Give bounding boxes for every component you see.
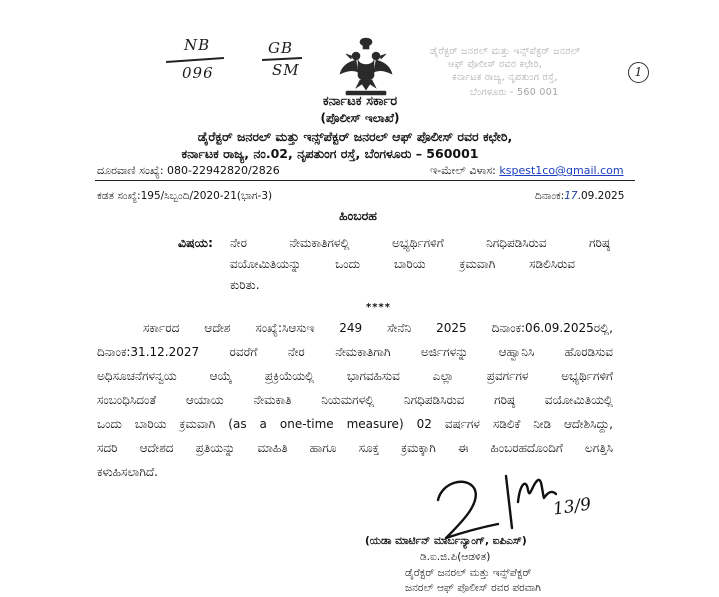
on-behalf-line-2: ಜನರಲ್ ಆಫ್ ಪೊಲೀಸ್ ರವರ ಪರವಾಗಿ (405, 582, 541, 594)
body-line-2: ದಿನಾಂಕ:31.12.2027 ರವರೆಗೆ ನೇರ ನೇಮಕಾತಿಗಾಗಿ ಅರ್ಜಿಗಳನ್ನು ಆಹ್ವಾನಿಸಿ ಹೊರಡಿಸುವ (97, 345, 613, 359)
signatory-designation: ಡಿ.ಐ.ಜಿ.ಪಿ(ಆಡಳಿತ) (420, 551, 491, 563)
stamp-line-4: ಬೆಂಗಳೂರು - 560 001 (470, 87, 559, 98)
email-label: ಇ-ಮೇಲ್ ವಿಳಾಸ: (430, 164, 500, 177)
stamp-line-1: ಡೈರೆಕ್ಟರ್ ಜನರಲ್ ಮತ್ತು ಇನ್ಸ್‌ಪೆಕ್ಟರ್ ಜನರಲ್ (430, 46, 581, 57)
file-number: ಕಡತ ಸಂಖ್ಯೆ:195/ಸಿಬ್ಬಂದಿ/2020-21(ಭಾಗ-3) (97, 190, 273, 202)
signatory-name: (ಯಡಾ ಮಾರ್ಟಿನ್ ಮಾರ್ಬನ್ಯಾಂಗ್, ಐಪಿಎಸ್) (365, 535, 527, 547)
government-name: ಕರ್ನಾಟಕ ಸರ್ಕಾರ (322, 94, 398, 109)
body-line-1: ಸರ್ಕಾರದ ಆದೇಶ ಸಂಖ್ಯೆ:ಸಿಆಸುಇ 249 ಸೇನೆನಿ 2025 ದಿನಾಂಕ:06.09.2025ರಲ್ಲಿ, (143, 321, 613, 335)
handwritten-note-2-stroke (262, 57, 302, 61)
phone-number: ದೂರವಾಣಿ ಸಂಖ್ಯೆ: 080-22942820/2826 (97, 164, 280, 177)
body-line-3: ಅಧಿಸೂಚನೆಗಳನ್ವಯ ಆಯ್ಕೆ ಪ್ರಕ್ರಿಯೆಯಲ್ಲಿ ಭಾಗವಹಿಸುವ ಎಲ್ಲಾ ಪ್ರವರ್ಗಗಳ ಅಭ್ಯರ್ಥಿಗಳಿಗೆ (97, 369, 613, 383)
document-date (535, 190, 624, 203)
body-line-4: ಸಂಬಂಧಿಸಿದಂತೆ ಆಯಾಯ ನೇಮಕಾತಿ ನಿಯಮಗಳಲ್ಲಿ ನಿಗಧಿಪಡಿಸಿರುವ ಗರಿಷ್ಠ ವಯೋಮಿತಿಯಲ್ಲಿ (97, 393, 613, 407)
handwritten-signature (432, 470, 557, 545)
subject-label: ವಿಷಯ: (178, 235, 213, 250)
email-link[interactable]: kspest1co@gmail.com (499, 164, 624, 177)
stamp-line-3: ಕರ್ನಾಟಕ ರಾಜ್ಯ, ನೃಪತುಂಗ ರಸ್ತೆ, (452, 72, 558, 83)
body-line-5: ಒಂದು ಬಾರಿಯ ಕ್ರಮವಾಗಿ (as a one-time measure) 02 ವರ್ಷಗಳ ಸಡಿಲಿಕೆ ನೀಡಿ ಆದೇಶಿಸಿದ್ದು, (97, 417, 613, 431)
office-address: ಕರ್ನಾಟಕ ರಾಜ್ಯ, ನಂ.02, ನೃಪತುಂಗ ರಸ್ತೆ, ಬೆಂಗಳೂರು – 560001 (181, 146, 479, 161)
on-behalf-line-1: ಡೈರೆಕ್ಟರ್ ಜನರಲ್ ಮತ್ತು ಇನ್ಸ್‌ಪೆಕ್ಟರ್ (405, 567, 532, 579)
signature-date: 13/9 (551, 494, 593, 520)
handwritten-note-1-bottom: 096 (182, 64, 214, 82)
handwritten-note-1-stroke (166, 57, 224, 63)
subject-line-1: ನೇರ ನೇಮಕಾತಿಗಳಲ್ಲಿ ಅಭ್ಯರ್ಥಿಗಳಿಗೆ ನಿಗಧಿಪಡಿಸಿರುವ ಗರಿಷ್ಠ (230, 236, 610, 250)
body-line-6: ಸದರಿ ಆದೇಶದ ಪ್ರತಿಯನ್ನು ಮಾಹಿತಿ ಹಾಗೂ ಸೂಕ್ತ ಕ್ರಮಕ್ಕಾಗಿ ಈ ಹಿಂಬರಹದೊಂದಿಗೆ ಲಗತ್ತಿಸಿ (97, 441, 613, 455)
karnataka-emblem-icon (338, 36, 394, 98)
department-name: (ಪೊಲೀಸ್ ಇಲಾಖೆ) (320, 111, 400, 125)
date-day-handwritten: 17 (564, 190, 578, 202)
document-title: ಹಿಂಬರಹ (339, 208, 377, 223)
handwritten-note-2-bottom: SM (272, 61, 300, 79)
page-number-circle: 1 (628, 62, 649, 83)
office-name: ಡೈರೆಕ್ಟರ್ ಜನರಲ್ ಮತ್ತು ಇನ್ಸ್‌ಪೆಕ್ಟರ್ ಜನರಲ್ ಆಫ್ ಪೊಲೀಸ್ ರವರ ಕಛೇರಿ, (197, 129, 513, 144)
section-separator: **** (366, 302, 391, 313)
subject-line-2: ವಯೋಮಿತಿಯನ್ನು ಒಂದು ಬಾರಿಯ ಕ್ರಮವಾಗಿ ಸಡಿಲಿಸಿರುವ (230, 257, 575, 271)
body-line-7: ಕಳುಹಿಸಲಾಗಿದೆ. (97, 465, 158, 479)
date-label: ದಿನಾಂಕ: (535, 190, 565, 202)
header-divider (95, 180, 635, 181)
date-rest: .09.2025 (577, 190, 625, 202)
handwritten-note-2-top: GB (268, 39, 294, 57)
stamp-line-2: ಆಫ್ ಪೊಲೀಸ್ ರವರ ಕಛೇರಿ, (448, 59, 543, 70)
handwritten-note-1-top: NB (184, 36, 211, 54)
email-line (430, 164, 624, 178)
subject-line-3: ಕುರಿತು. (230, 278, 260, 292)
